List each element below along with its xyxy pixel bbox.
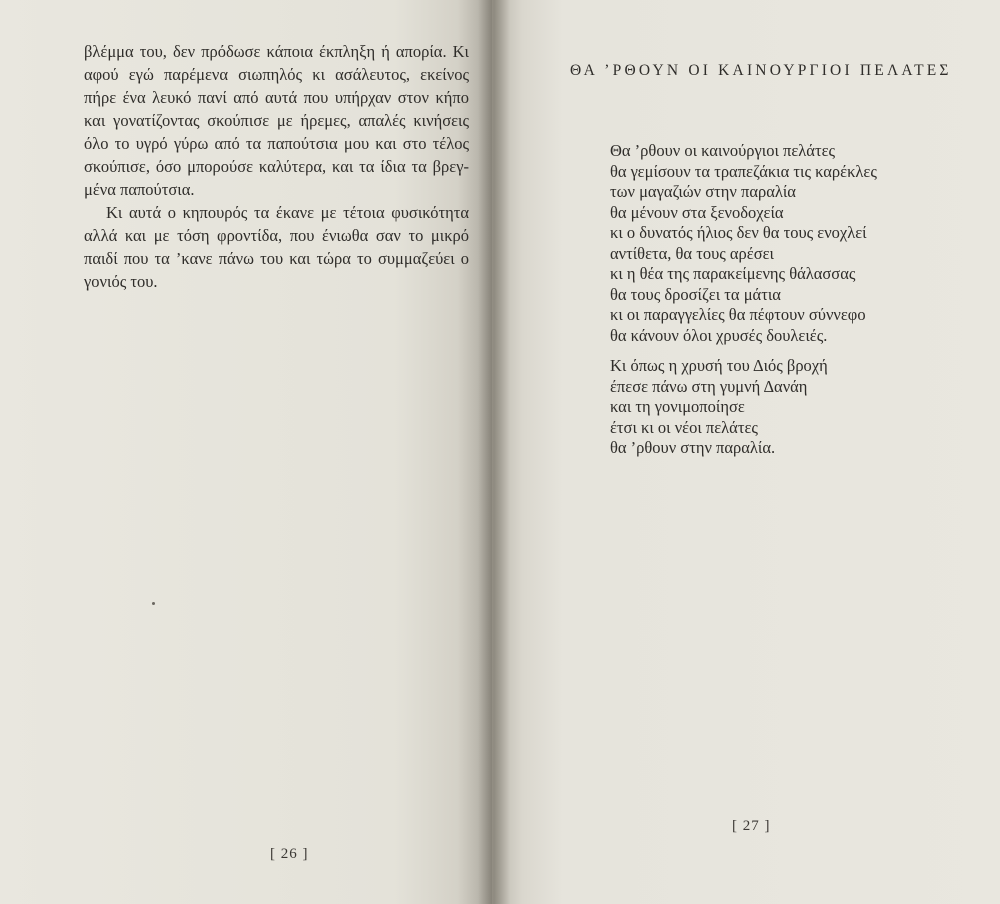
verse-line: Κι όπως η χρυσή του Διός βροχή [610,356,828,375]
prose-line: αφού εγώ παρέμενα σιωπηλός κι ασάλευτος, εκείνος [84,65,469,84]
prose-line: βλέμμα του, δεν πρόδωσε κάποια έκπληξη ή απορία. Κι [84,42,469,61]
verse-line: κι ο δυνατός ήλιος δεν θα τους ενοχλεί [610,223,867,242]
page-number-left: [ 26 ] [270,846,309,862]
prose-line: πήρε ένα λευκό πανί από αυτά που υπήρχαν στον κήπο [84,88,469,107]
verse-line: των μαγαζιών στην παραλία [610,182,796,201]
verse-line: θα κάνουν όλοι χρυσές δουλειές. [610,325,828,345]
prose-block [84,40,469,293]
poem-title: ΘΑ ’ΡΘΟΥΝ ΟΙ ΚΑΙΝΟΥΡΓΙΟΙ ΠΕΛΑΤΕΣ [570,62,952,79]
verse-line: θα ’ρθουν στην παραλία. [610,438,776,457]
prose-line: παιδί που τα ’κανε πάνω του και τώρα το συμμαζεύει ο [84,249,469,268]
prose-line: μένα παπούτσια. [84,180,195,199]
verse-line: και τη γονιμοποίησε [610,397,745,416]
verse-line: θα γεμίσουν τα τραπεζάκια τις καρέκλες [610,161,877,181]
verse-line: θα τους δροσίζει τα μάτια [610,284,781,304]
paper-speck [152,602,155,605]
prose-line: όλο το υγρό γύρω από τα παπούτσια μου και στο τέλος [84,134,469,153]
prose-line: Κι αυτά ο κηπουρός τα έκανε με τέτοια φυσικότητα [106,203,469,222]
prose-line: και γονατίζοντας σκούπισε με ήρεμες, απαλές κινήσεις [84,111,469,130]
page-number-right: [ 27 ] [732,818,771,834]
left-page [0,0,492,904]
verse-line: θα μένουν στα ξενοδοχεία [610,202,784,222]
stanza-1 [610,141,930,346]
verse-line: έπεσε πάνω στη γυμνή Δανάη [610,376,808,396]
prose-line: γονιός του. [84,272,158,291]
verse-line: έτσι κι οι νέοι πελάτες [610,417,758,437]
verse-line: αντίθετα, θα τους αρέσει [610,243,774,263]
stanza-2 [610,356,930,459]
prose-line: σκούπισε, όσο μπορούσε καλύτερα, και τα ίδια τα βρεγ- [84,157,469,176]
verse-line: κι η θέα της παρακείμενης θάλασσας [610,264,856,283]
verse-line: κι οι παραγγελίες θα πέφτουν σύννεφο [610,305,866,324]
verse-line: Θα ’ρθουν οι καινούργιοι πελάτες [610,141,836,160]
right-page [492,0,1000,904]
prose-line: αλλά και με τόση φροντίδα, που ένιωθα σαν το μικρό [84,226,469,245]
